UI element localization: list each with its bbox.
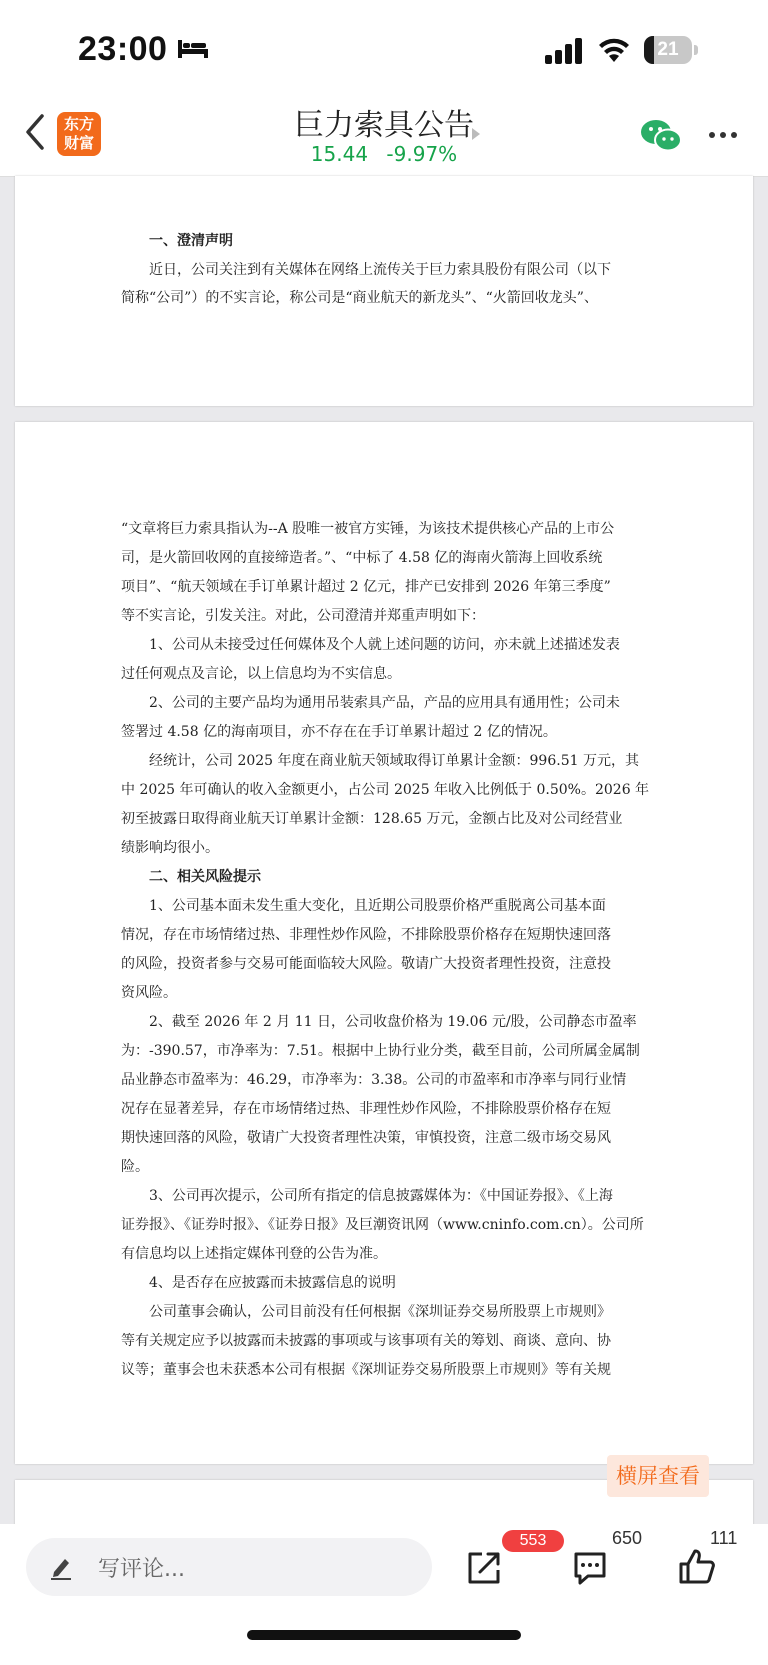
doc-line: 3、公司再次提示，公司所有指定的信息披露媒体为：《中国证券报》、《上海 bbox=[149, 1188, 613, 1204]
wechat-share-icon[interactable] bbox=[640, 118, 682, 154]
doc-line: 品业静态市盈率为：46.29，市净率为：3.38。公司的市盈率和市净率与同行业情 bbox=[121, 1072, 627, 1088]
comment-input[interactable] bbox=[26, 1538, 432, 1596]
doc-line: 况存在显著差异，存在市场情绪过热、非理性炒作风险，不排除股票价格存在短 bbox=[121, 1101, 611, 1117]
status-bar bbox=[0, 0, 768, 92]
wifi-icon bbox=[598, 36, 630, 64]
section-heading: 一、澄清声明 bbox=[149, 233, 233, 249]
doc-line: 为：-390.57，市净率为：7.51。根据中上协行业分类，截至目前，公司所属金属制 bbox=[121, 1043, 640, 1059]
comment-placeholder: 写评论... bbox=[98, 1557, 185, 1582]
home-indicator[interactable] bbox=[247, 1630, 521, 1640]
battery-percentage: 21 bbox=[657, 39, 679, 60]
doc-line: 等有关规定应予以披露而未披露的事项或与该事项有关的筹划、商谈、意向、协 bbox=[121, 1333, 611, 1349]
document-page-2 bbox=[15, 422, 753, 1464]
doc-line: 2、公司的主要产品均为通用吊装索具产品，产品的应用具有通用性；公司未 bbox=[149, 695, 620, 711]
doc-line: 险。 bbox=[121, 1159, 149, 1175]
doc-line: 2、截至 2026 年 2 月 11 日，公司收盘价格为 19.06 元/股，公司静态市盈率 bbox=[149, 1014, 637, 1030]
status-time: 23:00 bbox=[78, 30, 168, 68]
doc-line: 签署过 4.58 亿的海南项目，亦不存在在手订单累计超过 2 亿的情况。 bbox=[121, 724, 557, 740]
doc-line: 情况，存在市场情绪过热、非理性炒作风险，不排除股票价格存在短期快速回落 bbox=[121, 927, 611, 943]
doc-line: 经统计，公司 2025 年度在商业航天领域取得订单累计金额：996.51 万元，其 bbox=[149, 753, 639, 769]
expand-triangle-icon[interactable] bbox=[472, 128, 480, 140]
sleep-focus-icon bbox=[178, 38, 208, 58]
like-count: 111 bbox=[710, 1528, 738, 1548]
cellular-signal-icon bbox=[545, 38, 585, 64]
doc-line: 过任何观点及言论，以上信息均为不实信息。 bbox=[121, 666, 401, 682]
doc-line: 期快速回落的风险，敬请广大投资者理性决策，审慎投资，注意二级市场交易风 bbox=[121, 1130, 611, 1146]
eastmoney-logo[interactable]: 东方 财富 bbox=[57, 112, 101, 156]
bottom-action-bar bbox=[0, 1524, 768, 1665]
doc-line: 初至披露日取得商业航天订单累计金额：128.65 万元，金额占比及对公司经营业 bbox=[121, 811, 623, 827]
doc-line: 等不实言论，引发关注。对此，公司澄清并郑重声明如下： bbox=[121, 608, 485, 624]
doc-line: 的风险，投资者参与交易可能面临较大风险。敬请广大投资者理性投资，注意投 bbox=[121, 956, 611, 972]
stock-price: 15.44 bbox=[310, 142, 369, 166]
comment-icon[interactable] bbox=[572, 1550, 608, 1586]
doc-line: 近日，公司关注到有关媒体在网络上流传关于巨力索具股份有限公司（以下 bbox=[149, 262, 611, 278]
landscape-view-button[interactable]: 横屏查看 bbox=[607, 1455, 709, 1497]
doc-line: 项目”、“航天领域在手订单累计超过 2 亿元，排产已安排到 2026 年第三季度” bbox=[121, 579, 611, 595]
navigation-bar bbox=[0, 92, 768, 177]
like-thumbs-up-icon[interactable] bbox=[678, 1548, 716, 1586]
section-heading: 二、相关风险提示 bbox=[149, 869, 261, 885]
share-count-badge: 553 bbox=[502, 1530, 564, 1552]
stock-change: -9.97% bbox=[386, 142, 458, 166]
doc-line: 1、公司从未接受过任何媒体及个人就上述问题的访问，亦未就上述描述发表 bbox=[149, 637, 620, 653]
battery-icon bbox=[644, 36, 700, 64]
doc-line: 资风险。 bbox=[121, 985, 177, 1001]
doc-line: 中 2025 年可确认的收入金额更小，占公司 2025 年收入比例低于 0.50%。2026 年 bbox=[121, 782, 650, 798]
doc-line: 有信息均以上述指定媒体刊登的公告为准。 bbox=[121, 1246, 387, 1262]
doc-line: “文章将巨力索具指认为--A 股唯一被官方实锤，为该技术提供核心产品的上市公 bbox=[121, 521, 615, 537]
doc-line: 简称“公司”）的不实言论，称公司是“商业航天的新龙头”、“火箭回收龙头”、 bbox=[121, 290, 598, 306]
doc-line: 议等；董事会也未获悉本公司有根据《深圳证券交易所股票上市规则》等有关规 bbox=[121, 1362, 611, 1378]
comment-count: 650 bbox=[612, 1528, 643, 1548]
doc-line: 证券报》、《证券时报》、《证券日报》及巨潮资讯网（www.cninfo.com.cn）。公司所 bbox=[121, 1217, 644, 1233]
doc-line: 绩影响均很小。 bbox=[121, 840, 219, 856]
doc-line: 司，是火箭回收网的直接缔造者。”、“中标了 4.58 亿的海南火箭海上回收系统 bbox=[121, 550, 603, 566]
share-icon[interactable] bbox=[466, 1550, 502, 1586]
pen-icon bbox=[48, 1554, 74, 1580]
doc-line: 1、公司基本面未发生重大变化，且近期公司股票价格严重脱离公司基本面 bbox=[149, 898, 606, 914]
document-page-1 bbox=[15, 176, 753, 406]
more-options-icon[interactable] bbox=[708, 130, 738, 140]
doc-line: 公司董事会确认，公司目前没有任何根据《深圳证券交易所股票上市规则》 bbox=[149, 1304, 611, 1320]
page-title[interactable]: 巨力索具公告 bbox=[294, 108, 474, 143]
doc-line: 4、是否存在应披露而未披露信息的说明 bbox=[149, 1275, 396, 1291]
